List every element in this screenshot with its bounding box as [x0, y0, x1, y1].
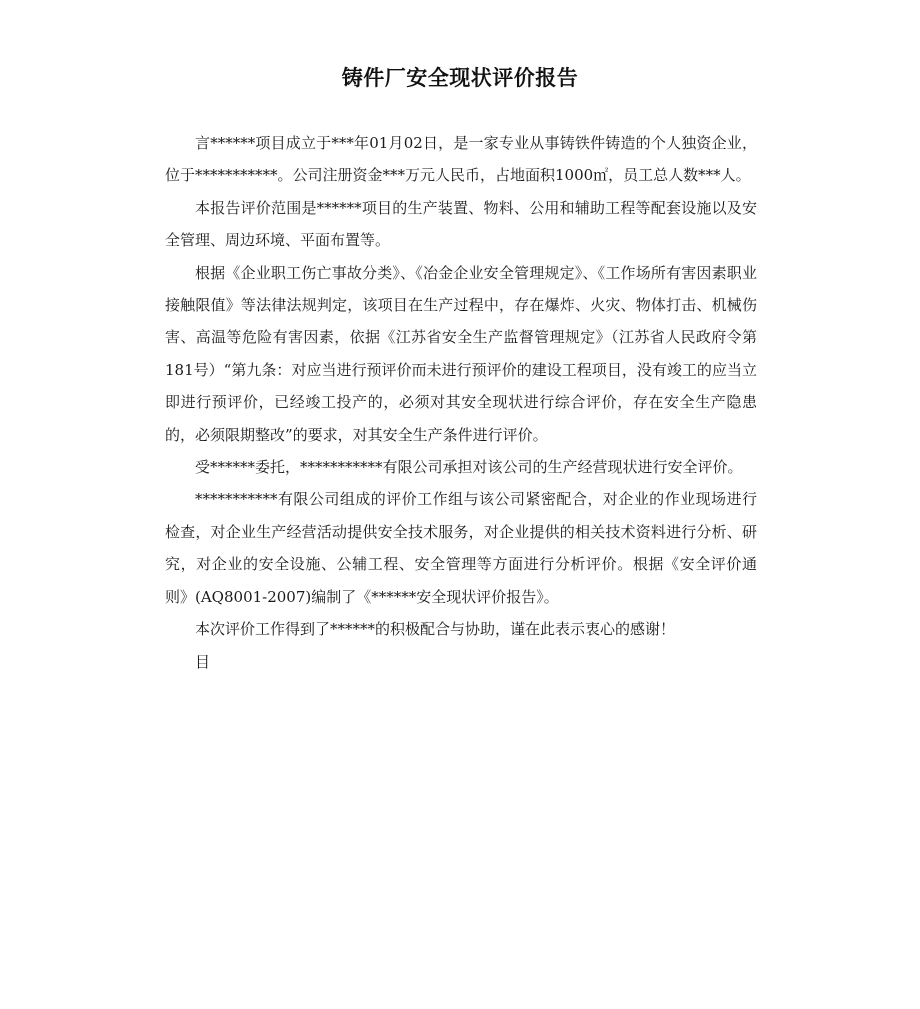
document-title: 铸件厂安全现状评价报告 [341, 66, 579, 90]
paragraph-basis: 根据《企业职工伤亡事故分类》、《冶金企业安全管理规定》、《工作场所有害因素职业接触限值》等法律法规判定，该项目在生产过程中，存在爆炸、火灾、物体打击、机械伤害、高温等危险有害因素，依据《江苏省安全生产监督管理规定》（江苏省人民政府令第181号）“第九条：对应当进行预评价而未进行预评价的建设工程项目，没有竣工的应当立即进行预评价，已经竣工投产的，必须对其安全现状进行综合评价，存在安全生产隐患的，必须限期整改”的要求，对其安全生产条件进行评价。 [165, 263, 757, 444]
document-body [165, 127, 757, 678]
paragraph-scope: 本报告评价范围是******项目的生产装置、物料、公用和辅助工程等配套设施以及安全管理、周边环境、平面布置等。 [165, 198, 757, 250]
paragraph-work: ***********有限公司组成的评价工作组与该公司紧密配合，对企业的作业现场进行检查，对企业生产经营活动提供安全技术服务，对企业提供的相关技术资料进行分析、研究，对企业的安全设施、公辅工程、安全管理等方面进行分析评价。根据《安全评价通则》(AQ8001-2007)编制了《******安全现状评价报告》。 [165, 490, 757, 606]
paragraph-commission: 受******委托，***********有限公司承担对该公司的生产经营现状进行安全评价。 [195, 458, 743, 477]
paragraph-contents-heading: 目 [195, 652, 211, 671]
paragraph-thanks: 本次评价工作得到了******的积极配合与协助，谨在此表示衷心的感谢！ [195, 620, 676, 639]
paragraph-intro: 言******项目成立于***年01月02日，是一家专业从事铸铁件铸造的个人独资企业，位于***********。公司注册资金***万元人民币，占地面积1000㎡，员工总人数***人。 [165, 134, 757, 185]
